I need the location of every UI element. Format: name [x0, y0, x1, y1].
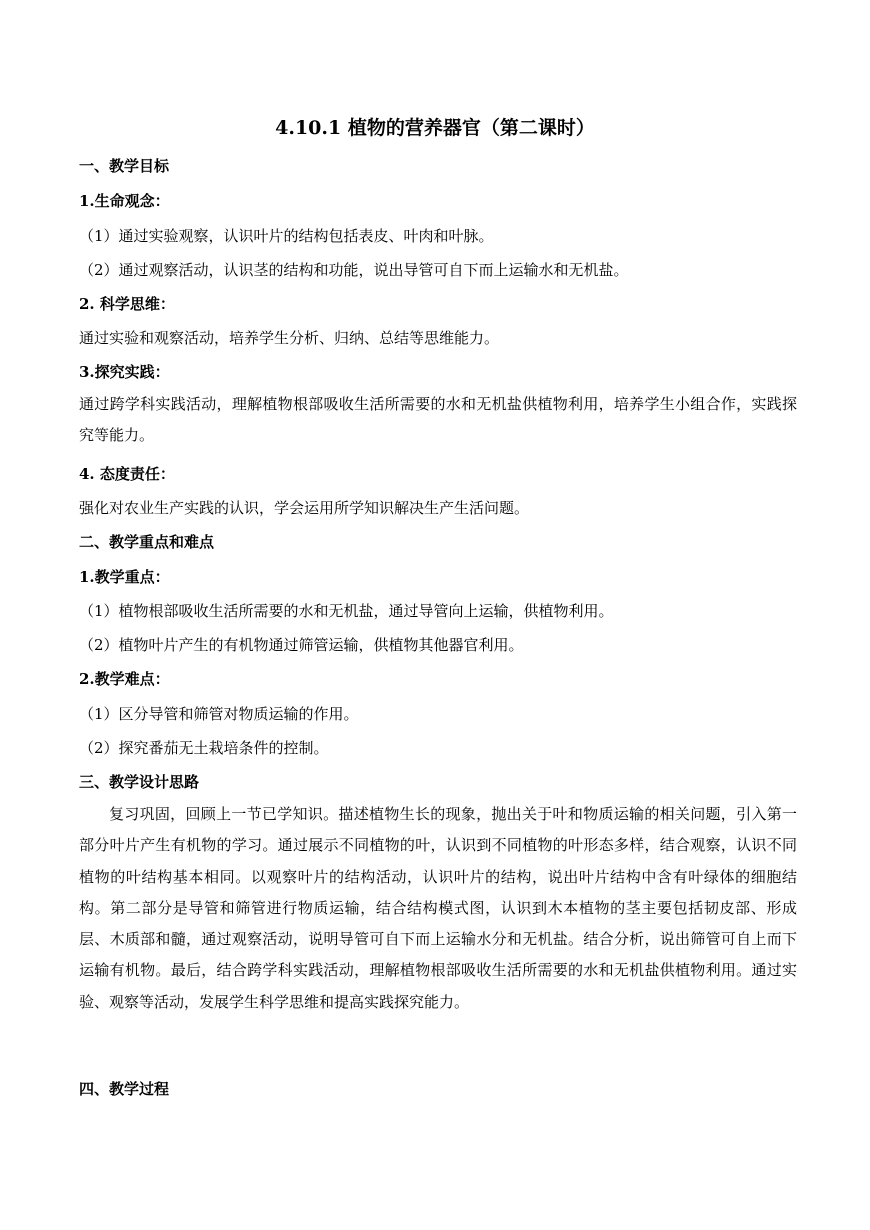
section-heading-objectives: 一、教学目标 [79, 157, 170, 175]
objective-text: 强化对农业生产实践的认识，学会运用所学知识解决生产生活问题。 [79, 499, 530, 517]
section-heading-design: 三、教学设计思路 [79, 773, 200, 791]
design-paragraph: 复习巩固，回顾上一节已学知识。描述植物生长的现象，抛出关于叶和物质运输的相关问题，引入第一部分叶片产生有机物的学习。通过展示不同植物的叶，认识到不同植物的叶形态多样，结合观察，认识不同植物的叶结构基本相同。以观察叶片的结构活动，认识叶片的结构，说出叶片结构中含有叶绿体的细胞结构。第二部分是导管和筛管进行物质运输，结合结构模式图，认识到木本植物的茎主要包括韧皮部、形成层、木质部和髓，通过观察活动，说明导管可自下而上运输水分和无机盐。结合分析，说出筛管可自上而下运输有机物。最后，结合跨学科实践活动，理解植物根部吸收生活所需要的水和无机盐供植物利用。通过实验、观察等活动，发展学生科学思维和提高实践探究能力。 [79, 805, 797, 1011]
subheading-attitude: 4. 态度责任： [79, 465, 175, 483]
subheading-inquiry-practice: 3.探究实践： [79, 363, 170, 381]
key-point-item: （2）植物叶片产生的有机物通过筛管运输，供植物其他器官利用。 [79, 636, 524, 654]
difficulty-item: （2）探究番茄无土栽培条件的控制。 [79, 739, 329, 757]
subheading-life-concept: 1.生命观念： [79, 192, 170, 210]
subheading-scientific-thinking: 2. 科学思维： [79, 295, 175, 313]
subheading-key-points: 1.教学重点： [79, 568, 170, 586]
objective-item: （2）通过观察活动，认识茎的结构和功能，说出导管可自下而上运输水和无机盐。 [79, 261, 629, 279]
difficulty-item: （1）区分导管和筛管对物质运输的作用。 [79, 705, 359, 723]
document-title: 4.10.1 植物的营养器官（第二课时） [275, 117, 595, 139]
objective-text: 通过实验和观察活动，培养学生分析、归纳、总结等思维能力。 [79, 329, 500, 347]
objective-paragraph: 通过跨学科实践活动，理解植物根部吸收生活所需要的水和无机盐供植物利用，培养学生小组合作，实践探究等能力。 [79, 395, 797, 445]
objective-item: （1）通过实验观察，认识叶片的结构包括表皮、叶肉和叶脉。 [79, 227, 494, 245]
subheading-difficulties: 2.教学难点： [79, 670, 170, 688]
section-heading-key-points: 二、教学重点和难点 [79, 533, 215, 551]
section-heading-process: 四、教学过程 [79, 1080, 170, 1098]
key-point-item: （1）植物根部吸收生活所需要的水和无机盐，通过导管向上运输，供植物利用。 [79, 602, 614, 620]
